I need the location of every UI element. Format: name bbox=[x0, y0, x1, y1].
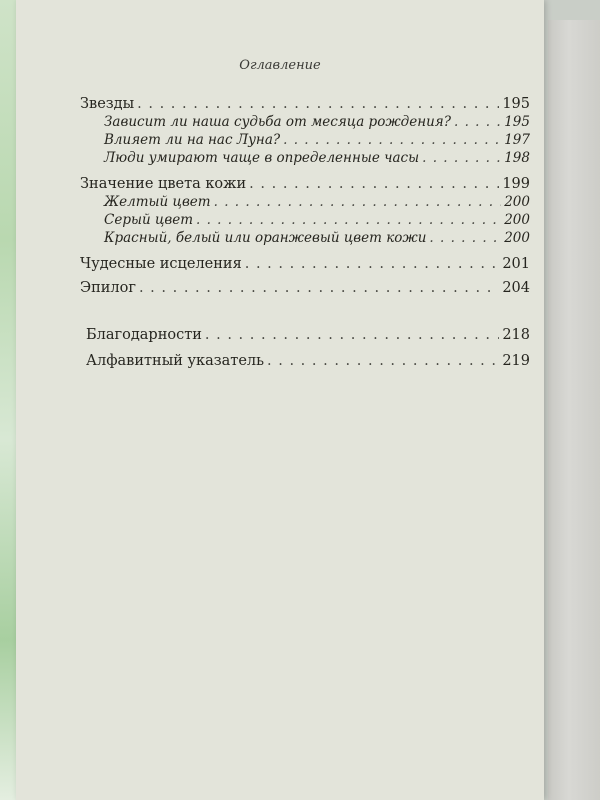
dot-leader bbox=[245, 256, 500, 272]
toc-subentry bbox=[104, 132, 530, 148]
page-title: Оглавление bbox=[239, 58, 321, 73]
dot-leader bbox=[205, 327, 499, 343]
toc-entry-page: 200 bbox=[504, 212, 530, 228]
dot-leader bbox=[283, 132, 501, 148]
dot-leader bbox=[429, 230, 501, 246]
toc-entry-page: 200 bbox=[504, 194, 530, 210]
toc-entry-label: Благодарности bbox=[86, 327, 202, 343]
toc-entry-page: 201 bbox=[502, 256, 530, 272]
toc-entry-label: Влияет ли на нас Луна? bbox=[104, 132, 281, 148]
dot-leader bbox=[137, 96, 499, 112]
toc-entry bbox=[80, 256, 530, 272]
toc-subentry bbox=[104, 230, 530, 246]
dot-leader bbox=[422, 150, 501, 166]
toc-entry-label: Чудесные исцеления bbox=[80, 256, 242, 272]
toc-entry-label: Эпилог bbox=[80, 280, 136, 296]
toc-entry-label: Зависит ли наша судьба от месяца рождения? bbox=[104, 114, 451, 130]
toc-entry-label: Алфавитный указатель bbox=[86, 353, 265, 369]
dot-leader bbox=[454, 114, 501, 130]
dot-leader bbox=[139, 280, 499, 296]
toc-subentry bbox=[104, 114, 530, 130]
toc-entry-label: Красный, белый или оранжевый цвет кожи bbox=[104, 230, 427, 246]
book-page bbox=[16, 0, 544, 800]
toc-entry bbox=[80, 176, 530, 192]
toc-entry-page: 198 bbox=[504, 150, 530, 166]
dot-leader bbox=[214, 194, 502, 210]
toc-entry-label: Значение цвета кожи bbox=[80, 176, 247, 192]
toc-entry-page: 200 bbox=[504, 230, 530, 246]
toc-entry-label: Желтый цвет bbox=[104, 194, 211, 210]
toc-entry-label: Люди умирают чаще в определенные часы bbox=[104, 150, 420, 166]
toc-entry bbox=[86, 327, 530, 343]
dot-leader bbox=[267, 353, 499, 369]
toc-entry-page: 199 bbox=[502, 176, 530, 192]
dot-leader bbox=[249, 176, 499, 192]
toc-entry-page: 219 bbox=[502, 353, 530, 369]
toc-subentry bbox=[104, 194, 530, 210]
toc-entry-page: 195 bbox=[502, 96, 530, 112]
toc-entry bbox=[80, 280, 530, 296]
toc-subentry bbox=[104, 150, 530, 166]
book-cover-edge bbox=[548, 20, 600, 800]
toc-entry-page: 204 bbox=[502, 280, 530, 296]
toc-entry-page: 218 bbox=[502, 327, 530, 343]
toc-entry-label: Серый цвет bbox=[104, 212, 194, 228]
toc-subentry bbox=[104, 212, 530, 228]
toc-entry-label: Звезды bbox=[80, 96, 135, 112]
dot-leader bbox=[196, 212, 501, 228]
toc-entry bbox=[80, 96, 530, 112]
toc-entry-page: 197 bbox=[504, 132, 530, 148]
toc-entry-page: 195 bbox=[504, 114, 530, 130]
toc-entry bbox=[86, 353, 530, 369]
